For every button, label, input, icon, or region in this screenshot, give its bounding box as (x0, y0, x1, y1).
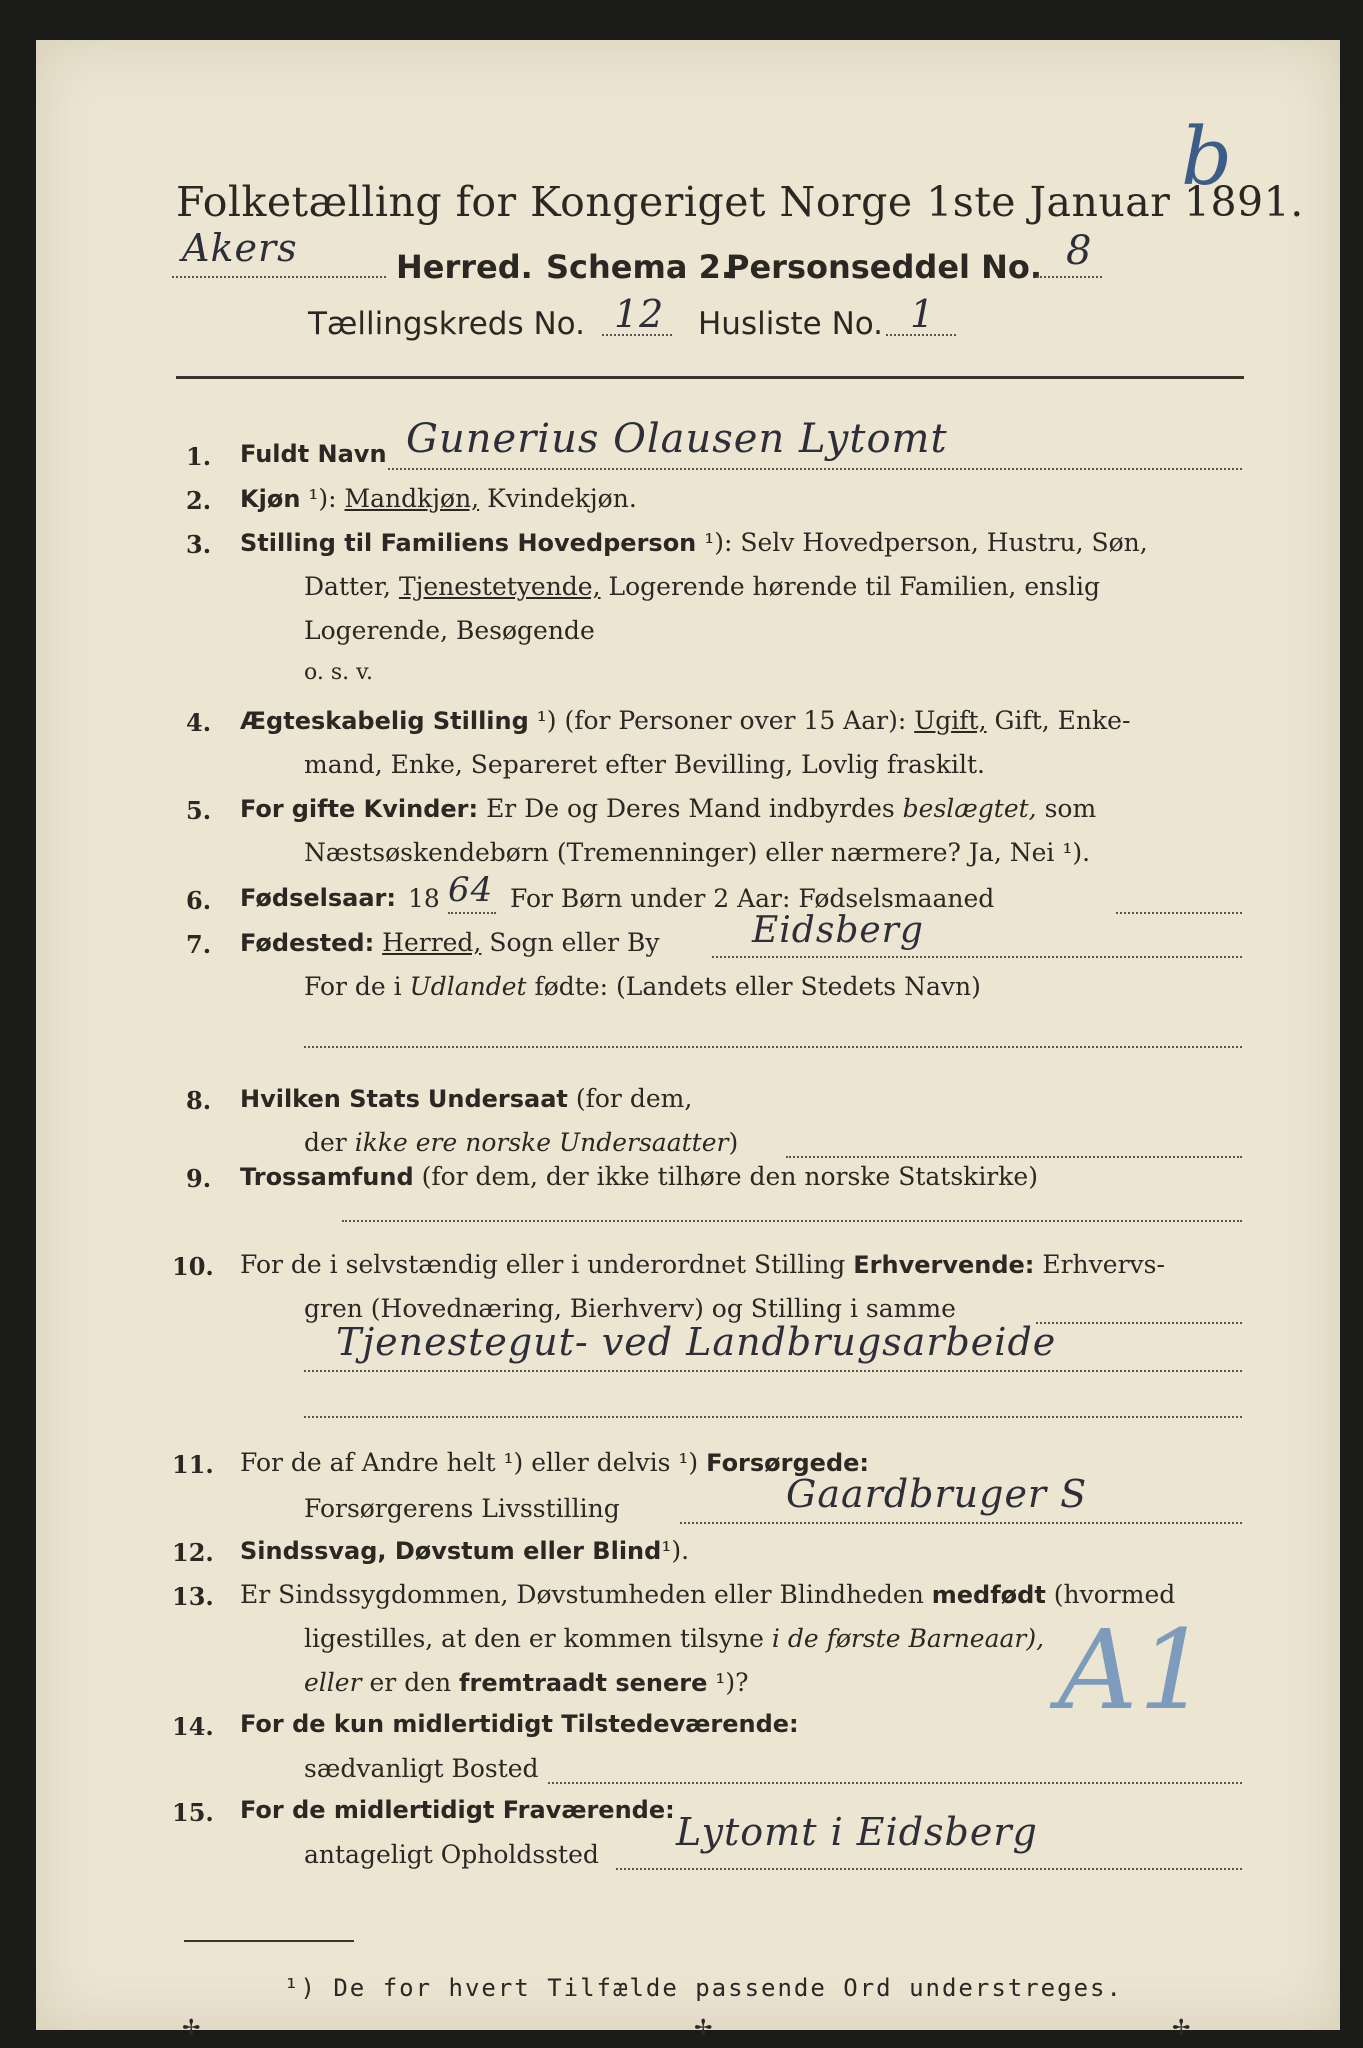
q8-label-a: Hvilken Stats (240, 1085, 420, 1113)
q6-month-fill (1116, 912, 1242, 914)
q13-line3-b: fremtraadt senere (459, 1669, 708, 1697)
q4-line1-b: Gift, Enke- (994, 706, 1131, 735)
q6-value: 64 (448, 870, 494, 910)
q8-line2-italic: ikke ere norske Undersaatter (354, 1128, 729, 1157)
q8-line2 (304, 1128, 738, 1157)
q10-line1-a: For de i selvstændig eller i underordnet Stilling (240, 1250, 846, 1279)
q14-line2: sædvanligt Bosted (304, 1754, 539, 1783)
q6-label: Fødselsaar: (240, 884, 396, 912)
q3-line1 (240, 528, 1244, 557)
q6-prefix: 18 (408, 884, 440, 913)
q1-fill (388, 468, 1242, 470)
q4-line1-a: ¹) (for Personer over 15 Aar): (536, 706, 907, 735)
item-number: 4. (186, 708, 212, 737)
blue-pencil-mark: A1 (1058, 1606, 1210, 1734)
q15-value: Lytomt i Eidsberg (676, 1810, 1038, 1854)
footnote-rule (184, 1940, 354, 1942)
q7-foreign-fill (304, 1046, 1242, 1048)
q3-line2-b: Logerende hørende til Familien, enslig (608, 572, 1101, 601)
q4-line2: mand, Enke, Separeret efter Bevilling, Lovlig fraskilt. (304, 750, 985, 779)
item-number: 3. (186, 530, 212, 559)
item-number: 10. (172, 1252, 214, 1281)
q13-line2 (304, 1624, 1044, 1653)
schema-label: Schema 2. (546, 248, 733, 286)
item-number: 6. (186, 886, 212, 915)
q1-value: Gunerius Olausen Lytomt (406, 416, 948, 462)
q10-fill2 (304, 1370, 1242, 1372)
q8-fill (786, 1156, 1242, 1158)
q5-label-b: gifte Kvinder: (291, 795, 479, 823)
q15-fill (616, 1868, 1242, 1870)
kreds-value: 12 (614, 292, 665, 336)
q10-fill3 (304, 1416, 1242, 1418)
item-number: 11. (172, 1450, 214, 1479)
personseddel-fill (1036, 276, 1102, 278)
q8-line1 (240, 1084, 692, 1113)
q2-line (240, 484, 637, 513)
q2-option-selected: Mandkjøn, (344, 484, 480, 513)
q5-line1-italic: beslægtet, (902, 794, 1037, 823)
q10-line1 (240, 1250, 1165, 1279)
item-number: 7. (186, 930, 212, 959)
item-number: 1. (186, 442, 212, 471)
q3-line1-rest: ¹): Selv Hovedperson, Hustru, Søn, (704, 528, 1148, 557)
q7-label: Fødested: (240, 929, 375, 957)
q5-line1-a: Er De og Deres Mand indbyrdes (486, 794, 895, 823)
q2-option: Kvindekjøn. (487, 484, 637, 513)
q7-line2-a: For de i (304, 972, 402, 1001)
q5-line1-b: som (1044, 794, 1097, 823)
husliste-label: Husliste No. (698, 306, 884, 342)
q13-line1-c: (hvormed (1053, 1580, 1176, 1609)
corner-mark: b (1181, 110, 1234, 203)
herred-label: Herred. (396, 248, 533, 286)
q3-line4: o. s. v. (304, 660, 373, 685)
q5-line2: Næstsøskendebørn (Tremenninger) eller nærmere? Ja, Nei ¹). (304, 838, 1091, 867)
q7-option-selected: Herred, (382, 928, 482, 957)
item-number: 15. (172, 1798, 214, 1827)
q14-fill (548, 1782, 1242, 1784)
q11-line2: Forsørgerens Livsstilling (304, 1494, 620, 1523)
husliste-value: 1 (910, 292, 936, 336)
registration-mark-right: ✢ (1172, 2016, 1191, 2041)
q3-label: Stilling til Familiens Hovedperson (240, 529, 697, 557)
q4-label: Ægteskabelig Stilling (240, 707, 529, 735)
item-number: 12. (172, 1538, 214, 1567)
census-form (36, 40, 1340, 2041)
herred-value: Akers (182, 226, 298, 270)
q13-line1-a: Er Sindssygdommen, Døvstumheden eller Blindheden (240, 1580, 924, 1609)
q10-line2: gren (Hovednæring, Bierhverv) og Stilling i samme (304, 1294, 956, 1323)
q3-line2 (304, 572, 1100, 601)
footnote: ¹) De for hvert Tilfælde passende Ord understreges. (284, 1974, 1123, 2002)
q11-line1 (240, 1448, 869, 1477)
item-number: 8. (186, 1086, 212, 1115)
form-title: Folketælling for Kongeriget Norge 1ste Januar 1891. (176, 178, 1304, 226)
q5-line1 (240, 794, 1096, 823)
registration-mark-center: ✢ (694, 2016, 713, 2041)
q9-label: Trossamfund (240, 1163, 414, 1191)
q8-line2-a: der (304, 1128, 347, 1157)
personseddel-value: 8 (1066, 228, 1093, 274)
header-rule (176, 376, 1244, 379)
q12-label: Sindssvag, Døvstum eller Blind (240, 1537, 662, 1565)
q1-label: Fuldt Navn (240, 440, 387, 468)
item-number: 13. (172, 1582, 214, 1611)
q8-rest: (for dem, (575, 1084, 693, 1113)
q11-line1-b: Forsørgede: (706, 1449, 870, 1477)
q3-line3: Logerende, Besøgende (304, 616, 595, 645)
item-number: 5. (186, 796, 212, 825)
q8-label-b: Undersaat (427, 1085, 568, 1113)
q7-rest: Sogn eller By (489, 928, 660, 957)
q9-rest: (for dem, der ikke tilhøre den norske Statskirke) (421, 1162, 1038, 1191)
q13-line3-c: ¹)? (715, 1668, 749, 1697)
q7-fill (712, 956, 1242, 958)
q7-line2-italic: Udlandet (409, 972, 527, 1001)
q15-line1: For de midlertidigt Fraværende: (240, 1796, 675, 1824)
q13-line3-a: er den (369, 1668, 452, 1697)
q13-line3-italic: eller (304, 1668, 362, 1697)
q15-line2: antageligt Opholdssted (304, 1840, 599, 1869)
personseddel-label: Personseddel No. (726, 248, 1043, 286)
q11-fill (680, 1522, 1242, 1524)
q13-line1 (240, 1580, 1244, 1609)
q13-line1-b: medfødt (931, 1581, 1046, 1609)
kreds-label: Tællingskreds No. (308, 306, 585, 342)
q6-rest: For Børn under 2 Aar: Fødselsmaaned (510, 884, 995, 913)
q4-line1 (240, 706, 1130, 735)
q10-line1-c: Erhvervs- (1042, 1250, 1165, 1279)
q13-line2-italic: i de første Barneaar), (771, 1624, 1045, 1653)
q9-line (240, 1162, 1244, 1191)
q7-line1 (240, 928, 660, 957)
q12-line (240, 1536, 689, 1565)
q11-value: Gaardbruger S (786, 1472, 1088, 1516)
herred-fill (172, 276, 386, 278)
q9-fill (342, 1220, 1242, 1222)
q14-line1: For de kun midlertidigt Tilstedeværende: (240, 1710, 799, 1738)
q7-line2 (304, 972, 981, 1001)
q10-line1-b: Erhvervende: (853, 1251, 1035, 1279)
item-number: 2. (186, 486, 212, 515)
q5-label-a: For (240, 795, 284, 823)
q10-value: Tjenestegut- ved Landbrugsarbeide (336, 1320, 1057, 1364)
q7-value: Eidsberg (752, 910, 924, 951)
q12-rest: ¹). (661, 1536, 690, 1565)
q4-option-selected: Ugift, (914, 706, 987, 735)
q3-line2-a: Datter, (304, 572, 391, 601)
item-number: 9. (186, 1164, 212, 1193)
q6-fill (448, 912, 496, 914)
q3-option-selected: Tjenestetyende, (398, 572, 601, 601)
registration-mark-left: ✢ (182, 2016, 201, 2041)
q11-line1-a: For de af Andre helt ¹) eller delvis ¹) (240, 1448, 699, 1477)
q2-label: Kjøn (240, 485, 301, 513)
q8-line2-b: ) (728, 1128, 739, 1157)
q13-line2-a: ligestilles, at den er kommen tilsyne (304, 1624, 764, 1653)
q7-line2-b: fødte: (Landets eller Stedets Navn) (534, 972, 981, 1001)
item-number: 14. (172, 1712, 214, 1741)
q2-sup: ¹): (308, 484, 337, 513)
q10-fill1 (1036, 1322, 1242, 1324)
q13-line3 (304, 1668, 749, 1697)
